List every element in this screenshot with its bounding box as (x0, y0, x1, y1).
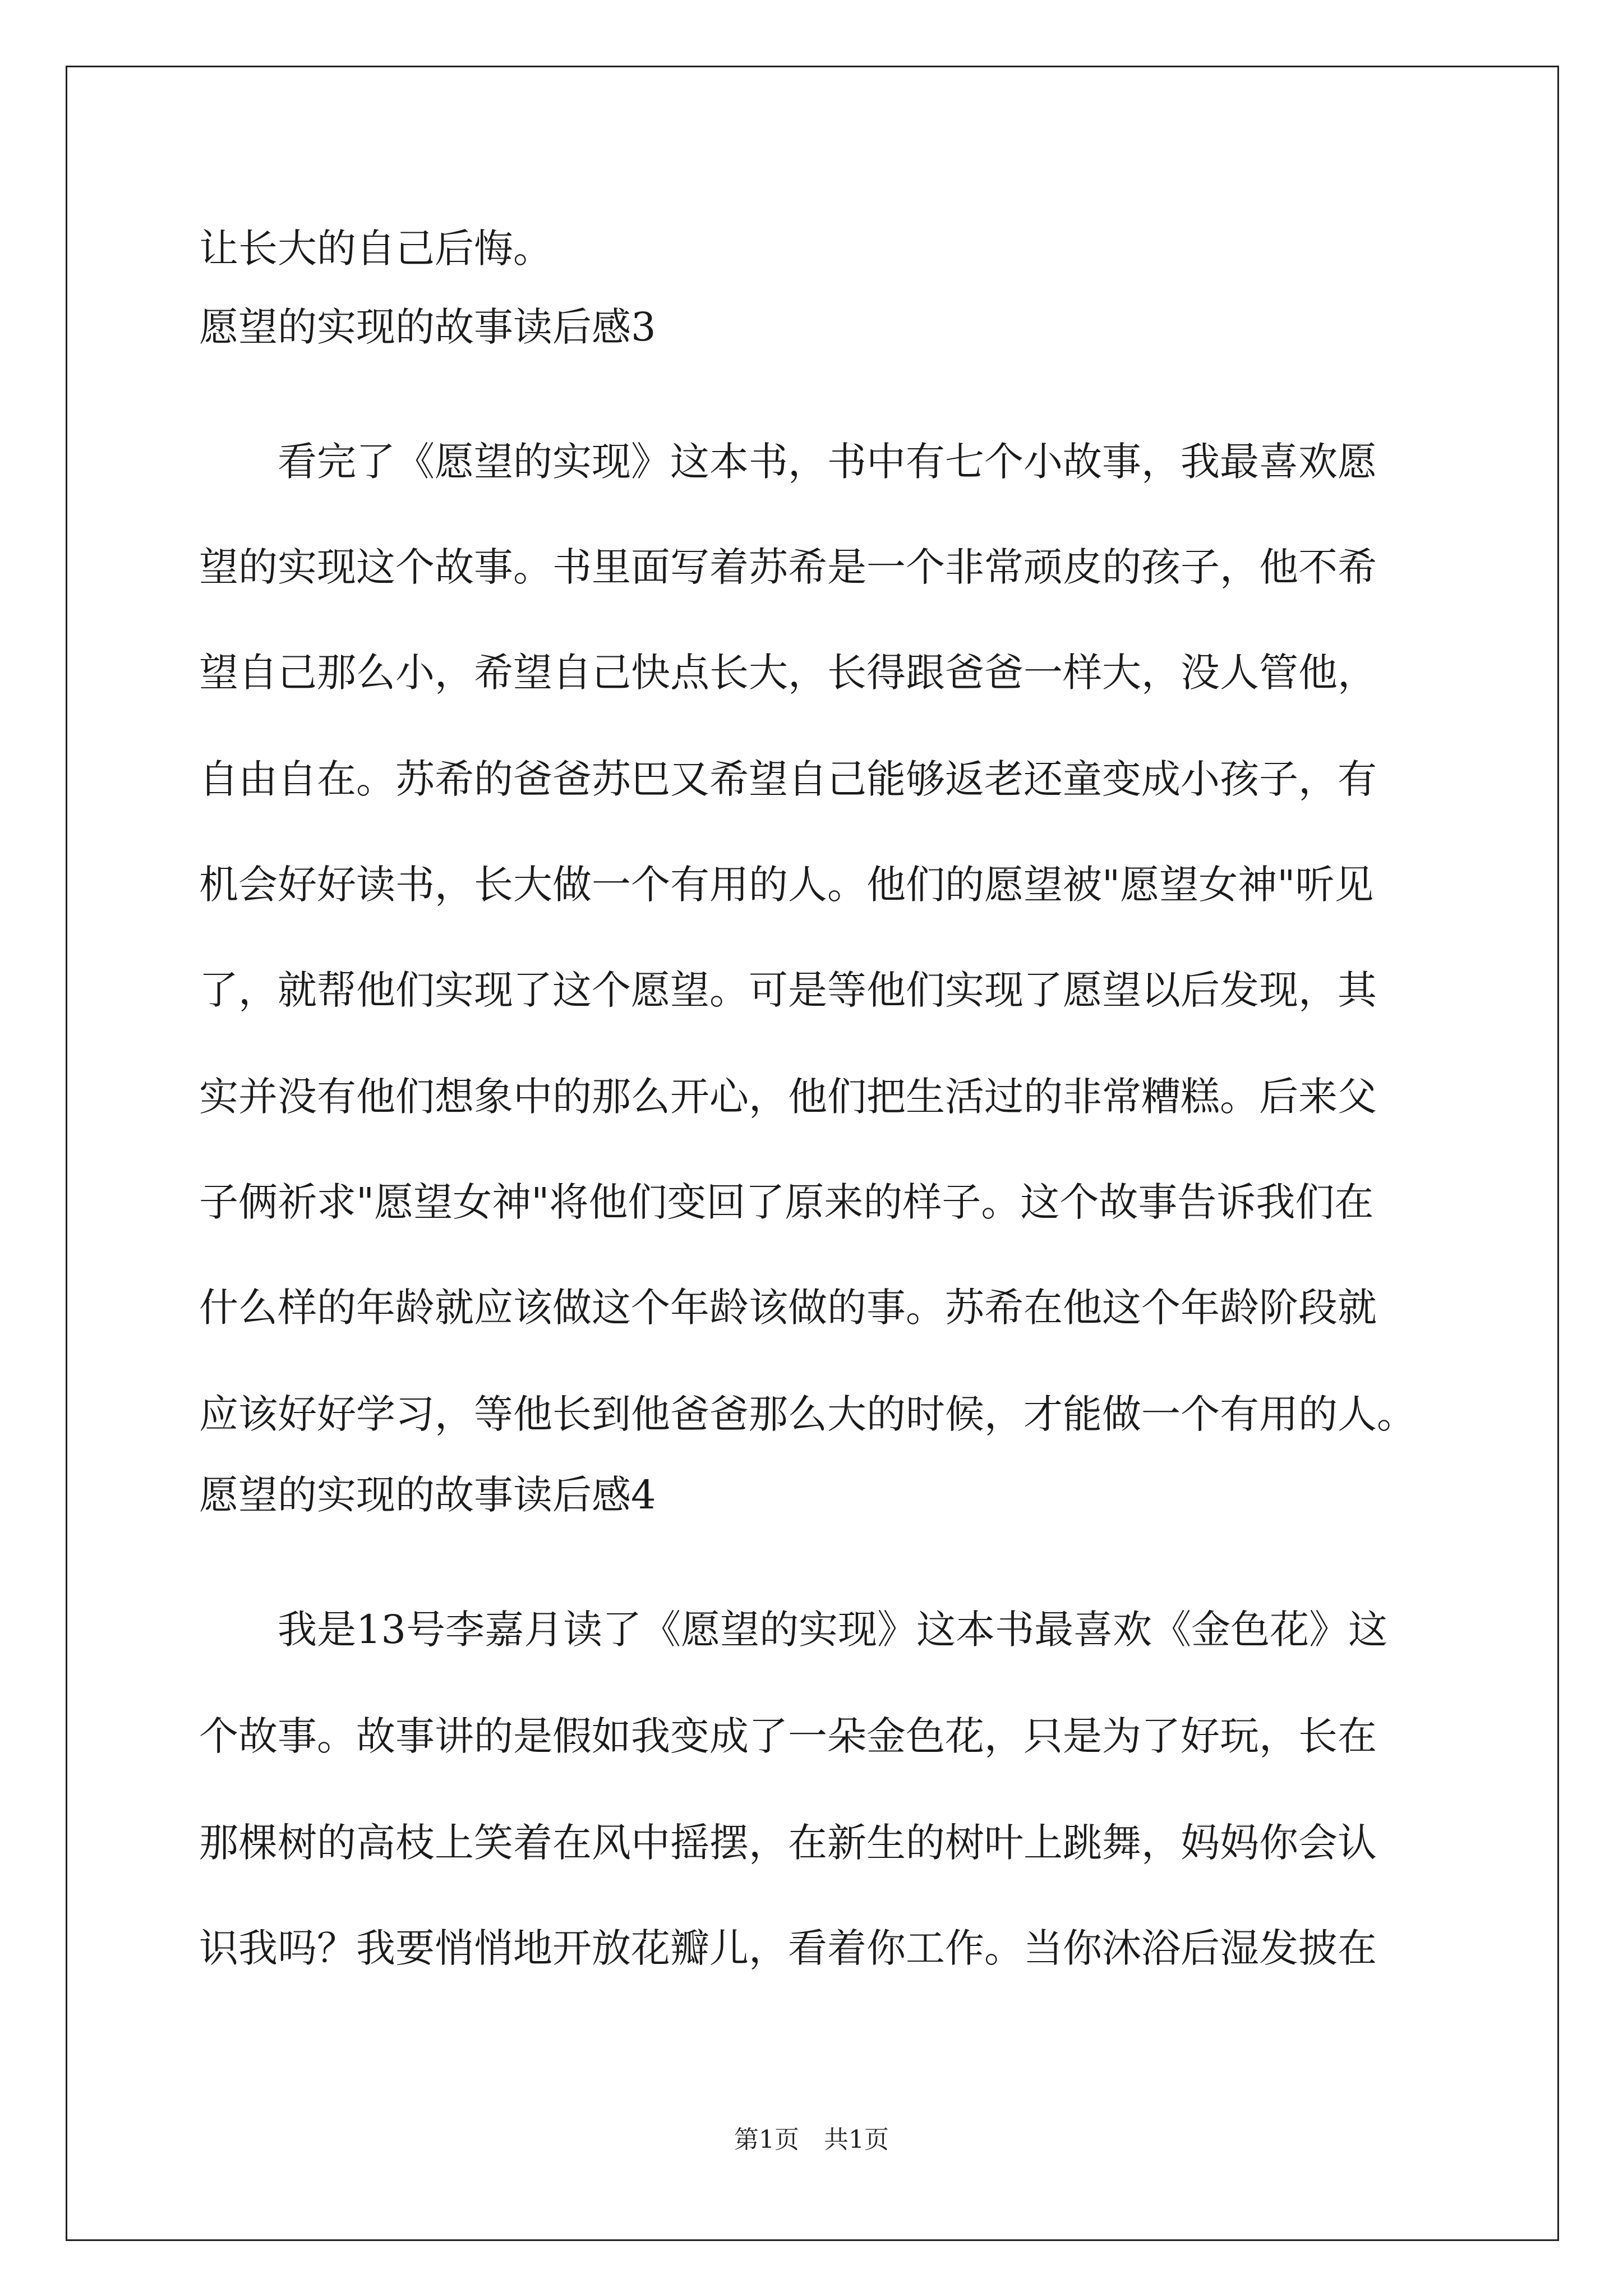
text-line: 让长大的自己后悔。 (199, 226, 552, 272)
text-line: 自由自在。苏希的爸爸苏巴又希望自己能够返老还童变成小孩子，有 (199, 756, 1377, 802)
text-line: 望的实现这个故事。书里面写着苏希是一个非常顽皮的孩子，他不希 (199, 544, 1377, 590)
text-line: 我是13号李嘉月读了《愿望的实现》这本书最喜欢《金色花》这 (278, 1607, 1388, 1653)
text-line: 了，就帮他们实现了这个愿望。可是等他们实现了愿望以后发现，其 (199, 967, 1377, 1013)
page-border (66, 66, 1559, 2241)
text-line: 机会好好读书，长大做一个有用的人。他们的愿望被"愿望女神"听见 (199, 862, 1374, 908)
section-heading: 愿望的实现的故事读后感4 (199, 1472, 656, 1518)
text-line: 什么样的年龄就应该做这个年龄该做的事。苏希在他这个年龄阶段就 (199, 1285, 1377, 1331)
text-line: 看完了《愿望的实现》这本书，书中有七个小故事，我最喜欢愿 (278, 439, 1377, 485)
text-line: 实并没有他们想象中的那么开心，他们把生活过的非常糟糕。后来父 (199, 1074, 1377, 1120)
text-line: 识我吗？我要悄悄地开放花瓣儿，看着你工作。当你沐浴后湿发披在 (199, 1925, 1377, 1971)
text-line: 那棵树的高枝上笑着在风中摇摆，在新生的树叶上跳舞，妈妈你会认 (199, 1820, 1377, 1866)
text-line: 子俩祈求"愿望女神"将他们变回了原来的样子。这个故事告诉我们在 (199, 1179, 1374, 1225)
text-line: 应该好好学习，等他长到他爸爸那么大的时候，才能做一个有用的人。 (199, 1391, 1416, 1437)
page-footer: 第1页 共1页 (734, 2125, 889, 2154)
text-line: 个故事。故事讲的是假如我变成了一朵金色花，只是为了好玩，长在 (199, 1713, 1377, 1759)
section-heading: 愿望的实现的故事读后感3 (199, 304, 656, 350)
text-line: 望自己那么小，希望自己快点长大，长得跟爸爸一样大，没人管他， (199, 650, 1377, 696)
